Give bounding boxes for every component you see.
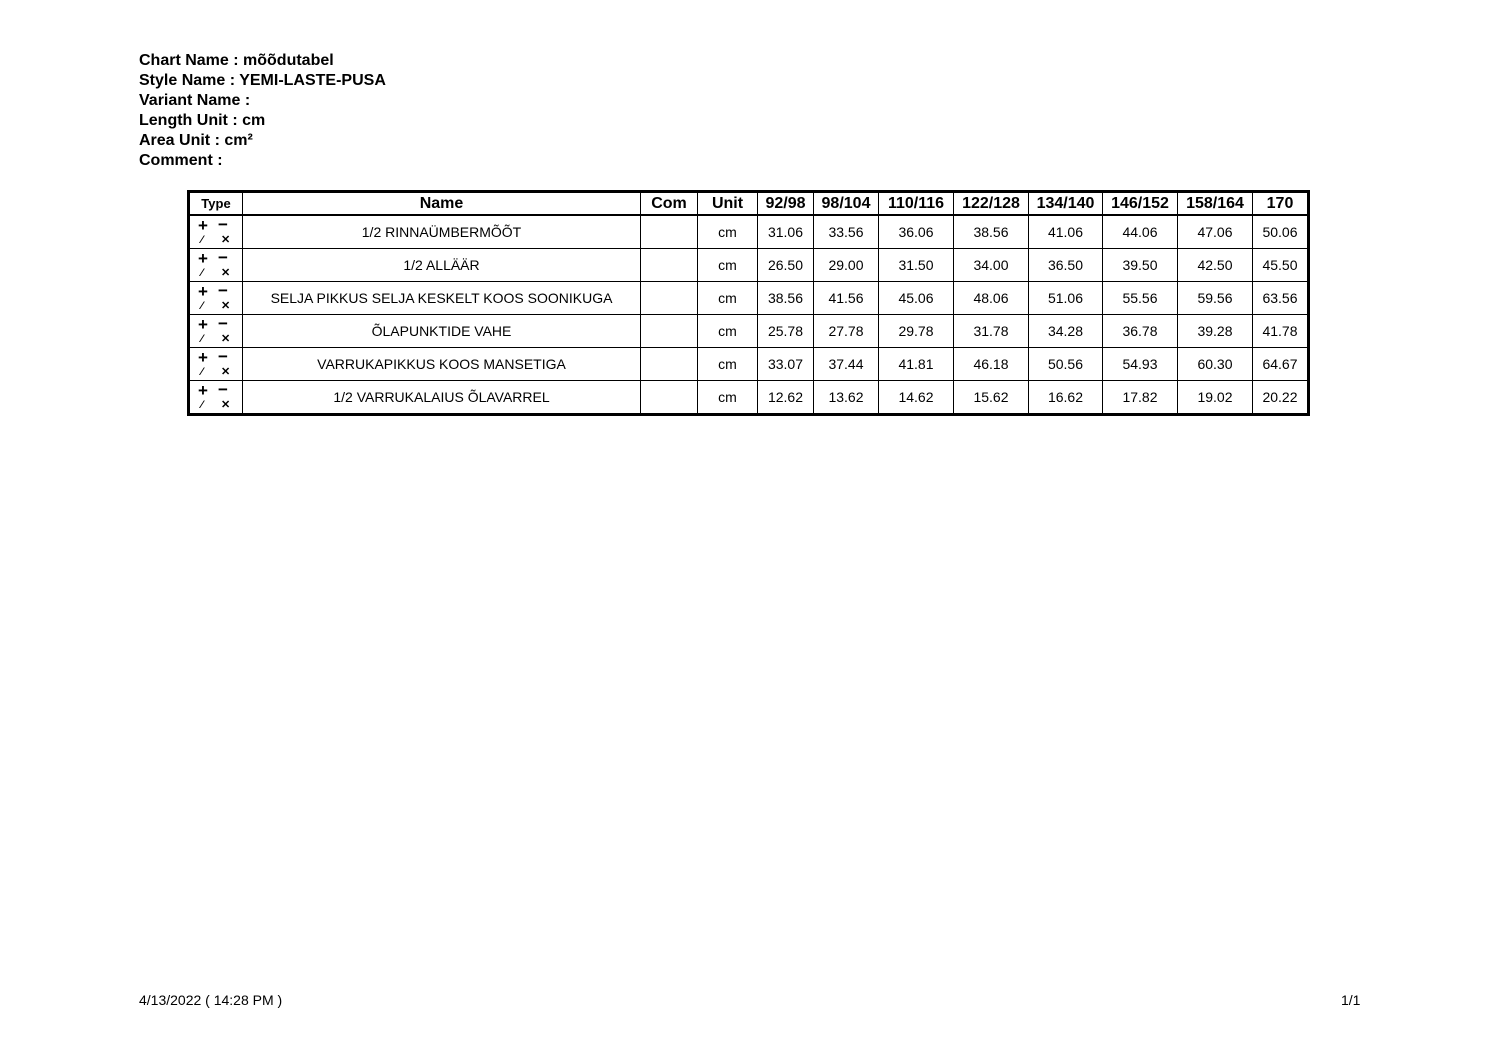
size-value: 34.00 (954, 249, 1029, 282)
pencil-icon: ⁄ (201, 234, 203, 246)
size-value: 64.67 (1253, 348, 1309, 381)
size-value: 20.22 (1253, 381, 1309, 415)
plus-icon: + (198, 315, 208, 334)
measurement-name: ÕLAPUNKTIDE VAHE (243, 315, 641, 348)
pencil-icon: ⁄ (201, 333, 203, 345)
table-row (189, 249, 1309, 282)
size-value: 44.06 (1103, 215, 1178, 249)
type-cell (189, 381, 243, 415)
pencil-icon: ⁄ (201, 366, 203, 378)
plus-icon: + (198, 249, 208, 268)
size-value: 47.06 (1178, 215, 1253, 249)
size-value: 45.06 (879, 282, 954, 315)
column-header-size: 110/116 (879, 192, 954, 216)
size-value: 33.07 (758, 348, 814, 381)
com-cell (641, 348, 698, 381)
column-header-size: 92/98 (758, 192, 814, 216)
size-value: 34.28 (1029, 315, 1103, 348)
size-value: 55.56 (1103, 282, 1178, 315)
minus-icon: − (218, 347, 228, 366)
column-header-unit: Unit (698, 192, 758, 216)
area-unit: Area Unit : cm² (139, 132, 253, 149)
size-value: 54.93 (1103, 348, 1178, 381)
column-header-size: 158/164 (1178, 192, 1253, 216)
size-value: 33.56 (814, 215, 879, 249)
size-value: 39.28 (1178, 315, 1253, 348)
size-value: 36.78 (1103, 315, 1178, 348)
table-row (189, 215, 1309, 249)
measurement-table (187, 190, 1310, 416)
style-name: Style Name : YEMI-LASTE-PUSA (139, 72, 386, 89)
size-value: 45.50 (1253, 249, 1309, 282)
unit-cell: cm (698, 315, 758, 348)
size-value: 13.62 (814, 381, 879, 415)
table-row (189, 282, 1309, 315)
table-row (189, 381, 1309, 415)
minus-icon: − (218, 215, 228, 234)
com-cell (641, 381, 698, 415)
size-value: 38.56 (954, 215, 1029, 249)
minus-icon: − (218, 281, 228, 300)
size-value: 41.56 (814, 282, 879, 315)
size-value: 51.06 (1029, 282, 1103, 315)
pencil-icon: ⁄ (201, 399, 203, 411)
table-row (189, 315, 1309, 348)
column-header-size: 134/140 (1029, 192, 1103, 216)
cross-icon: ✕ (221, 399, 231, 411)
column-header-size: 146/152 (1103, 192, 1178, 216)
size-value: 60.30 (1178, 348, 1253, 381)
type-cell (189, 249, 243, 282)
column-header-name: Name (243, 192, 641, 216)
size-value: 50.06 (1253, 215, 1309, 249)
table-header-row (189, 192, 1309, 216)
com-cell (641, 215, 698, 249)
column-header-com: Com (641, 192, 698, 216)
size-value: 31.78 (954, 315, 1029, 348)
variant-name: Variant Name : (139, 92, 251, 109)
plus-icon: + (198, 381, 208, 400)
size-value: 15.62 (954, 381, 1029, 415)
measurement-name: 1/2 VARRUKALAIUS ÕLAVARREL (243, 381, 641, 415)
chart-metadata (139, 51, 386, 171)
measurement-name: 1/2 RINNAÜMBERMÕÕT (243, 215, 641, 249)
minus-icon: − (218, 314, 228, 333)
minus-icon: − (218, 248, 228, 267)
column-header-size: 170 (1253, 192, 1309, 216)
size-value: 16.62 (1029, 381, 1103, 415)
pencil-icon: ⁄ (201, 267, 203, 279)
size-value: 26.50 (758, 249, 814, 282)
table-row (189, 348, 1309, 381)
cross-icon: ✕ (221, 333, 231, 345)
length-unit: Length Unit : cm (139, 112, 266, 129)
pencil-icon: ⁄ (201, 300, 203, 312)
com-cell (641, 282, 698, 315)
comment: Comment : (139, 152, 223, 169)
plus-icon: + (198, 348, 208, 367)
unit-cell: cm (698, 282, 758, 315)
type-cell (189, 282, 243, 315)
size-value: 25.78 (758, 315, 814, 348)
size-value: 36.50 (1029, 249, 1103, 282)
size-value: 31.06 (758, 215, 814, 249)
minus-icon: − (218, 380, 228, 399)
size-value: 17.82 (1103, 381, 1178, 415)
size-value: 41.06 (1029, 215, 1103, 249)
cross-icon: ✕ (221, 300, 231, 312)
com-cell (641, 315, 698, 348)
page-number: 1/1 (1341, 992, 1361, 1008)
measurement-name: SELJA PIKKUS SELJA KESKELT KOOS SOONIKUGA (243, 282, 641, 315)
size-value: 31.50 (879, 249, 954, 282)
chart-name: Chart Name : mõõdutabel (139, 52, 334, 69)
size-value: 59.56 (1178, 282, 1253, 315)
measurement-name: VARRUKAPIKKUS KOOS MANSETIGA (243, 348, 641, 381)
unit-cell: cm (698, 381, 758, 415)
size-value: 41.78 (1253, 315, 1309, 348)
type-cell (189, 215, 243, 249)
size-value: 12.62 (758, 381, 814, 415)
column-header-type: Type (189, 192, 243, 216)
size-value: 14.62 (879, 381, 954, 415)
cross-icon: ✕ (221, 267, 231, 279)
plus-icon: + (198, 216, 208, 235)
size-value: 29.78 (879, 315, 954, 348)
column-header-size: 98/104 (814, 192, 879, 216)
plus-icon: + (198, 282, 208, 301)
unit-cell: cm (698, 215, 758, 249)
unit-cell: cm (698, 249, 758, 282)
size-value: 50.56 (1029, 348, 1103, 381)
size-value: 29.00 (814, 249, 879, 282)
size-value: 27.78 (814, 315, 879, 348)
size-value: 36.06 (879, 215, 954, 249)
com-cell (641, 249, 698, 282)
column-header-size: 122/128 (954, 192, 1029, 216)
size-value: 41.81 (879, 348, 954, 381)
print-date: 4/13/2022 ( 14:28 PM ) (139, 992, 283, 1008)
type-cell (189, 315, 243, 348)
cross-icon: ✕ (221, 234, 231, 246)
size-value: 19.02 (1178, 381, 1253, 415)
size-value: 48.06 (954, 282, 1029, 315)
size-value: 42.50 (1178, 249, 1253, 282)
size-value: 37.44 (814, 348, 879, 381)
unit-cell: cm (698, 348, 758, 381)
type-cell (189, 348, 243, 381)
size-value: 38.56 (758, 282, 814, 315)
measurement-name: 1/2 ALLÄÄR (243, 249, 641, 282)
size-value: 46.18 (954, 348, 1029, 381)
cross-icon: ✕ (221, 366, 231, 378)
size-value: 63.56 (1253, 282, 1309, 315)
size-value: 39.50 (1103, 249, 1178, 282)
